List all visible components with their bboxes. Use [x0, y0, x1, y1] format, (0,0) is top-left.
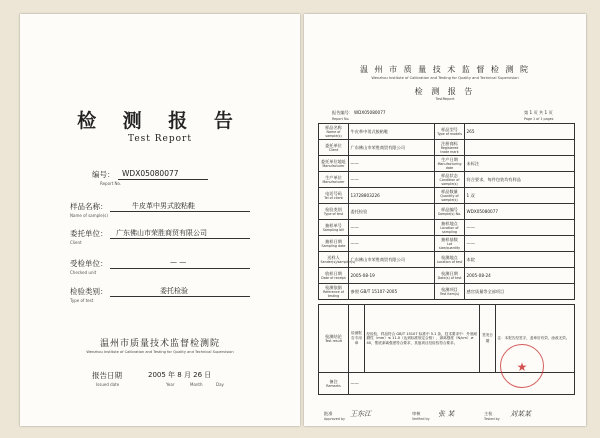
institute-name: 温州市质量技术监督检测院 [99, 339, 220, 349]
row-label-en: Sampling bill [322, 228, 345, 232]
row-right-label-cell [435, 124, 465, 140]
report-number-en: Report No. [100, 181, 122, 186]
row-label-en: Date of receipt [321, 276, 346, 280]
row-right-label-cn: 抽样基数 [441, 237, 458, 242]
row-value: —— [350, 224, 359, 230]
approve-signature: 王东江 [350, 410, 371, 418]
tested-signature: 刘某某 [510, 410, 531, 418]
issue-date-en: Issued date [96, 382, 120, 387]
checked-unit-en: Checked unit [70, 270, 97, 275]
result-extra-label: 签发日期 [480, 305, 496, 373]
row-right-label-en: Sample(s) No. [437, 212, 462, 216]
row-right-label-cell [435, 252, 465, 268]
row-label-cell [319, 156, 349, 172]
row-value-cell [349, 188, 435, 204]
row-right-label-en: Quantity of sample(s) [440, 194, 459, 202]
row-label-cn: 检验类别 [325, 207, 342, 212]
row-right-label-cell [435, 268, 465, 284]
row-value-cell [349, 284, 435, 300]
row-right-label-cell [435, 284, 465, 300]
official-stamp: ★ [500, 344, 544, 388]
row-value: 13728803226 [350, 192, 380, 198]
result-label-en: Test result [325, 339, 342, 343]
row-right-value: 本院 [466, 256, 475, 262]
row-value: 广东佛山市荣胜商贸有限公司 [350, 256, 405, 262]
row-value-cell [349, 172, 435, 188]
row-right-label-en: Registered trade mark [440, 146, 459, 154]
row-value-cell [349, 220, 435, 236]
checked-unit-label: 受检单位： [70, 259, 108, 268]
row-value: —— [350, 176, 359, 182]
row-label-cn: 生产单位 [325, 175, 342, 180]
cover-subtitle: Test Report [128, 134, 192, 144]
row-value-cell [349, 204, 435, 220]
issue-date-day-en: Day [216, 382, 224, 387]
info-row [319, 252, 575, 268]
info-row [319, 140, 575, 156]
tested-label-en: Tested by [484, 417, 500, 421]
row-right-value: 2005-08-24 [466, 272, 491, 278]
row-label-en: Name of sample(s) [325, 130, 342, 138]
row-right-label-cn: 抽样地点 [441, 221, 458, 226]
test-type-en: Type of test [70, 298, 94, 303]
row-value: 参照 GB/T 15107-2005 [350, 288, 398, 294]
row-right-label-cell [435, 140, 465, 156]
info-row [319, 172, 575, 188]
row-label-en: Manufacturer [322, 180, 345, 184]
row-label-cell [319, 252, 356, 268]
row-value-cell [349, 140, 435, 156]
result-text: 经检验，样品符合 GB/T 15107 标准中 5.1 条，技术要求中：外底耐磨性（mm）≤ 11.0（达到标准规定合格），剥离强度（N/cm）≥ 40，帮底剥离强度符合要求，其他项目经检验符合要求。 [365, 305, 480, 373]
test-type-value: 委托检验 [160, 287, 188, 295]
row-value-cell [349, 268, 435, 284]
row-label-en: Client [328, 148, 339, 152]
row-label-cn: 电话号码 [325, 191, 342, 196]
page-counter: 第 1 页 共 1 页 [524, 110, 553, 115]
row-right-value-cell [465, 284, 575, 300]
row-value: —— [350, 240, 359, 246]
client-en: Client [70, 240, 82, 245]
result-extra-text: 注：本报告经签字，盖章后有效，涂改无效。 [496, 305, 575, 373]
test-type-label: 检验类别： [70, 287, 108, 296]
row-right-label-cn: 样品数量 [441, 189, 458, 194]
report-header: 温 州 市 质 量 技 术 监 督 检 测 院 [360, 65, 530, 74]
row-label-cn: 抽样日期 [325, 239, 342, 244]
approve-label: 批准 [324, 411, 333, 416]
row-right-label-cell [435, 188, 465, 204]
row-label-cell [319, 220, 349, 236]
sample-name-label: 样品名称： [70, 202, 108, 211]
result-label: 检测结论 [325, 334, 342, 339]
row-right-value: 符合要求，每件包装均有样品 [466, 176, 521, 182]
row-label-cell [319, 236, 349, 252]
row-value: 广东佛山市荣胜商贸有限公司 [350, 144, 405, 150]
row-right-label-en: Manufacturing date [437, 162, 462, 170]
info-row [319, 124, 575, 140]
verify-signature: 张 某 [438, 410, 455, 418]
row-value: 2005-08-19 [350, 272, 375, 278]
row-right-value-cell [465, 172, 575, 188]
row-right-value-cell [465, 124, 575, 140]
info-row [319, 188, 575, 204]
result-side-text: 检测报告专用章 [349, 305, 365, 373]
row-right-label-cn: 检测地点 [441, 255, 458, 260]
info-row [319, 220, 575, 236]
row-label-cell [319, 124, 349, 140]
row-label-cell [319, 172, 349, 188]
page-counter-en: Page 1 of 1 pages [524, 117, 554, 121]
row-label-en: Reference of testing [323, 290, 344, 298]
report-title: 检 测 报 告 [414, 87, 476, 96]
info-row [319, 236, 575, 252]
row-value: 委托检验 [350, 208, 368, 214]
row-value-cell [349, 156, 435, 172]
row-label-cn: 送样人 [327, 255, 340, 260]
row-label-cell [319, 268, 349, 284]
tested-label: 主检 [484, 411, 493, 416]
row-right-value-cell [465, 140, 575, 156]
row-right-value-cell [465, 188, 575, 204]
issue-date-year-en: Year [166, 382, 175, 387]
row-label-en: Sender(s)/sampler(s) [320, 260, 356, 264]
report-number-value: WDX05080077 [122, 169, 179, 178]
row-label-cn: 收样日期 [325, 271, 342, 276]
row-right-label-cell [435, 220, 465, 236]
client-label: 委托单位： [70, 229, 108, 238]
row-value-cell [349, 124, 435, 140]
row-right-label-cn: 检测日期 [441, 271, 458, 276]
row-label-cell [319, 188, 349, 204]
row-right-label-cn: 样品编号 [441, 207, 458, 212]
row-right-label-cn: 生产日期 [441, 157, 458, 162]
row-label-cell [319, 284, 349, 300]
row-right-label-en: Date(s) of test [437, 276, 462, 280]
row-right-value-cell [465, 236, 575, 252]
row-right-value: 未标注 [466, 160, 480, 166]
row-right-value-cell [465, 220, 575, 236]
row-label-en: Type of test [323, 212, 344, 216]
row-right-label-en: Location of test [436, 260, 463, 264]
institute-name-en: Wenzhou Institute of Calibration and Testing for Quality and Technical Supervision [86, 350, 234, 354]
row-label-cell [319, 204, 349, 220]
report-header-en: Wenzhou Institute of Calibration and Testing for Quality and Technical Supervision [371, 76, 519, 80]
row-right-value: 265 [466, 128, 475, 134]
info-row [319, 284, 575, 300]
report-cover-page [20, 14, 300, 426]
row-value-cell [349, 252, 435, 268]
remark-label-en: Remarks [326, 384, 341, 388]
remark-label: 备注 [329, 379, 338, 384]
row-right-value: —— [466, 224, 475, 230]
row-right-label-cell [435, 204, 465, 220]
row-label-en: Sampling date [321, 244, 346, 248]
row-label-cn: 检测依据 [325, 285, 342, 290]
report-no-label: 报告编号： [332, 110, 353, 115]
info-row [319, 156, 575, 172]
row-right-value: WDX05080077 [466, 208, 499, 214]
row-value: —— [350, 160, 359, 166]
row-right-value: 1 双 [466, 192, 475, 198]
issue-date-value: 2005 年 8 月 26 日 [148, 371, 212, 379]
issue-date-label: 报告日期 [92, 371, 122, 380]
sample-name-en: Name of sample(s) [70, 213, 108, 218]
row-right-value: 感官质量等全部项目 [466, 288, 505, 294]
cover-title: 检 测 报 告 [77, 110, 243, 132]
row-right-value-cell [465, 252, 575, 268]
approve-label-en: Approved by [324, 417, 345, 421]
report-title-en: TestReport [435, 97, 455, 101]
row-right-label-en: Location of sampling [440, 226, 459, 234]
sample-name-value: 牛皮革中男式胶粘鞋 [132, 202, 195, 210]
client-value: 广东佛山市荣胜商贸有限公司 [116, 229, 207, 237]
verify-label: 审核 [412, 411, 421, 416]
report-detail-page [304, 14, 586, 426]
row-label-cell [319, 140, 349, 156]
row-label-en: Tel of client [324, 196, 343, 200]
row-label-cn: 抽样单号 [325, 223, 342, 228]
row-right-label-cn: 样品型号 [441, 127, 458, 132]
row-right-label-cn: 样品状态 [441, 173, 458, 178]
row-right-label-cell [435, 156, 465, 172]
row-label-cn: 委托单位 [325, 143, 342, 148]
row-right-value-cell [465, 204, 575, 220]
report-info-table [318, 123, 575, 300]
row-right-label-cell [435, 236, 465, 252]
row-right-label-en: Lot size/quantity [438, 242, 461, 250]
report-number-label: 编号： [92, 170, 115, 179]
remark-value: —— [349, 373, 575, 395]
verify-label-en: Verified by [412, 417, 430, 421]
row-right-label-en: Test item(s) [439, 292, 460, 296]
row-label-cn: 样品名称 [325, 125, 342, 130]
row-value-cell [349, 236, 435, 252]
row-right-value-cell [465, 268, 575, 284]
row-right-label-cell [435, 172, 465, 188]
row-value: 牛皮革中男式胶粘鞋 [350, 128, 389, 134]
issue-date-month-en: Month [190, 382, 203, 387]
row-right-label-en: Condition of sample(s) [439, 178, 460, 186]
checked-unit-value: — — [170, 258, 187, 266]
row-right-label-en: Type of models [437, 132, 462, 136]
report-no-value: WDX05080077 [354, 110, 386, 115]
info-row [319, 268, 575, 284]
row-right-value-cell [465, 156, 575, 172]
row-right-label-cn: 注册商标 [441, 141, 458, 146]
row-label-cn: 委托单位地址 [320, 159, 347, 164]
row-right-label-cn: 检测项目 [441, 287, 458, 292]
report-no-en: Report No. [332, 117, 350, 121]
row-label-en: Manufacturer [322, 164, 345, 168]
info-row [319, 204, 575, 220]
row-right-value: —— [466, 240, 475, 246]
